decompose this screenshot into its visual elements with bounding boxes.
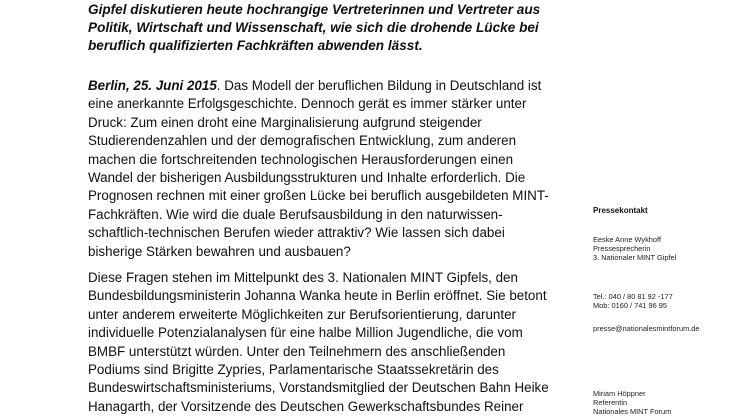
place-date: Berlin, 25. Juni 2015: [88, 78, 217, 93]
contact-org: Nationales MINT Forum: [593, 407, 672, 416]
phone-number: Tel.: 040 / 80 81 92 -177: [593, 292, 673, 301]
paragraph-line: individuelle Potenzialanalysen für eine halbe Million Jugendliche, die vom: [88, 325, 523, 341]
paragraph-line: Fachkräften. Wie wird die duale Berufsausbildung in den naturwissen-: [88, 206, 503, 222]
lead-paragraph: [88, 1, 540, 59]
lead-line: Politik, Wirtschaft und Wissenschaft, wie sich die drohende Lücke bei: [88, 20, 539, 35]
paragraph-intro: [88, 77, 549, 261]
paragraph-line: BMBF unterstützt würden. Unter den Teilnehmern des anschließenden: [88, 343, 506, 359]
paragraph-line: Bundeswirtschaftsministeriums, Vorstandsmitglied der Deutschen Bahn Heike: [88, 380, 549, 396]
contact-role: Pressesprecherin: [593, 244, 651, 253]
paragraph-line: [88, 77, 549, 95]
paragraph-summit: [88, 269, 549, 416]
paragraph-line: unter anderem erweiterte Möglichkeiten zur Berufsorientierung, darunter: [88, 306, 516, 322]
mobile-number: Mob: 0160 / 741 96 95: [593, 301, 667, 310]
paragraph-line: Hanagarth, der Vorsitzende des Deutschen Gewerkschaftsbundes Reiner: [88, 398, 524, 414]
lead-line: beruflich qualifizierten Fachkräften abwenden lässt.: [88, 38, 423, 53]
contact-secondary: [593, 389, 671, 416]
paragraph-line: schaftlich-technischen Berufen wieder attraktiv? Wie lassen sich dabei: [88, 225, 505, 241]
contact-org: 3. Nationaler MINT Gipfel: [593, 253, 677, 262]
contact-phone: [593, 292, 673, 310]
paragraph-line: Podiums sind Brigitte Zypries, Parlamentarische Staatssekretärin des: [88, 362, 499, 378]
contact-name: Miriam Höppner: [593, 389, 646, 398]
paragraph-line: Wandel der bisherigen Ausbildungsstrukturen und Inhalte erforderlich. Die: [88, 170, 526, 186]
paragraph-line: machen die fortschreitenden technologischen Herausforderungen einen: [88, 151, 514, 167]
paragraph-line: eine anerkannte Erfolgsgeschichte. Dennoch gerät es immer stärker unter: [88, 96, 527, 112]
sidebar-heading: Pressekontakt: [593, 206, 648, 215]
lead-line: Gipfel diskutieren heute hochrangige Vertreterinnen und Vertreter aus: [88, 2, 541, 17]
paragraph-line: Studierendenzahlen und der demografischen Entwicklung, zum anderen: [88, 133, 517, 149]
paragraph-line: Druck: Zum einen droht eine Marginalisierung aufgrund steigender: [88, 114, 482, 130]
paragraph-line-text: . Das Modell der beruflichen Bildung in Deutschland ist: [216, 78, 542, 93]
contact-email[interactable]: presse@nationalesmintforum.de: [593, 324, 700, 333]
contact-primary: [593, 235, 676, 262]
contact-name: Eeske Anne Wykhoff: [593, 235, 661, 244]
paragraph-line: Prognosen rechnen mit einer großen Lücke bei beruflich ausgebildeten MINT-: [88, 188, 549, 204]
paragraph-line: Bundesbildungsministerin Johanna Wanka heute in Berlin eröffnet. Sie betont: [88, 288, 547, 304]
contact-role: Referentin: [593, 398, 628, 407]
paragraph-line: Diese Fragen stehen im Mittelpunkt des 3. Nationalen MINT Gipfels, den: [88, 270, 518, 285]
paragraph-line: bisherige Stärken bewahren und ausbauen?: [88, 243, 351, 259]
